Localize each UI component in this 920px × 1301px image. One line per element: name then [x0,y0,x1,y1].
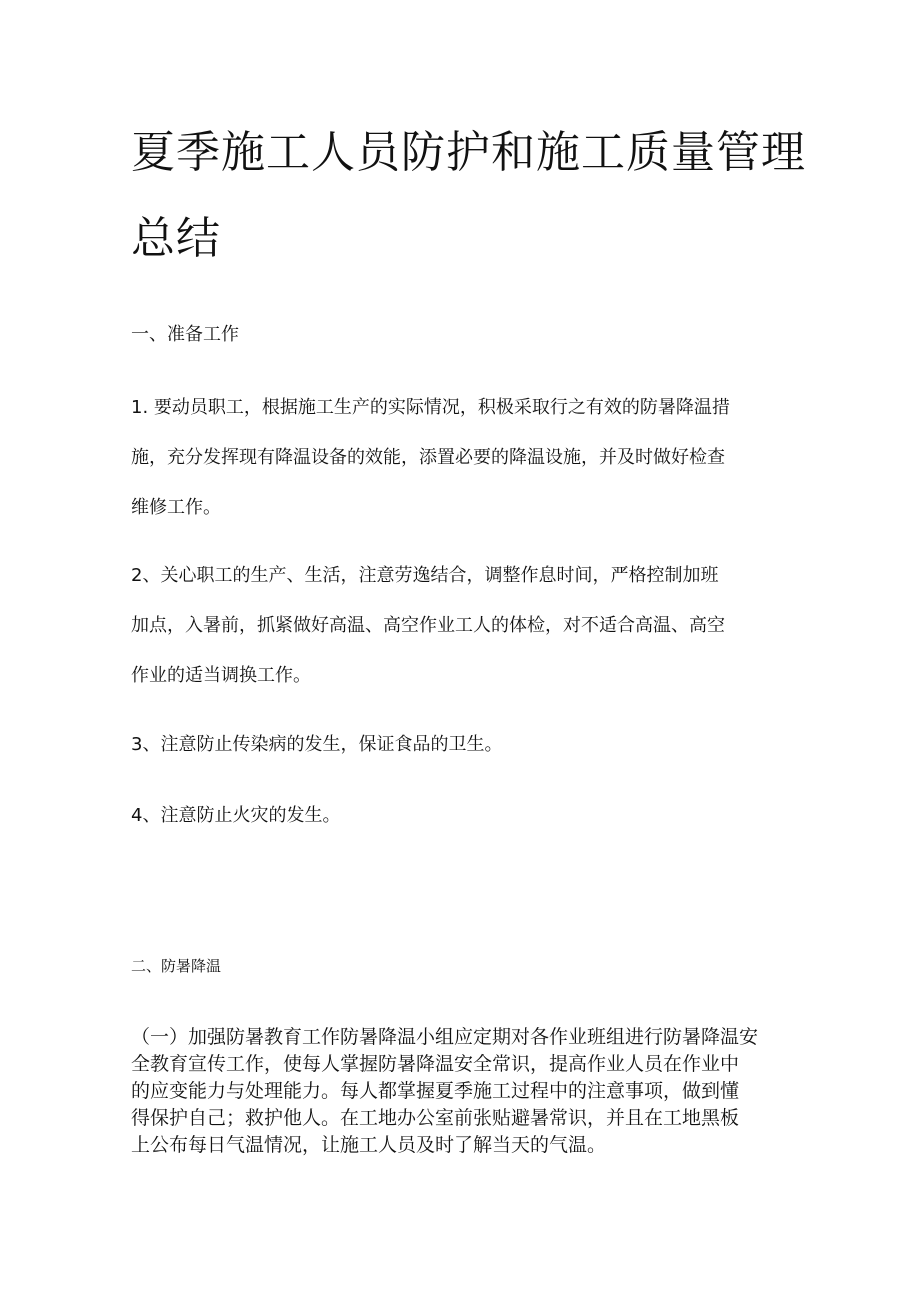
paragraph-line: 3、注意防止传染病的发生，保证食品的卫生。 [131,734,503,755]
paragraph-heat-education [131,1024,801,1159]
paragraph-line: 得保护自己；救护他人。在工地办公室前张贴避暑常识，并且在工地黑板 [131,1107,740,1129]
title-line: 夏季施工人员防护和施工质量管理 [131,127,806,178]
paragraph-line: 维修工作。 [131,497,221,518]
paragraph-line: （一）加强防暑教育工作防暑降温小组应定期对各作业班组进行防暑降温安 [131,1026,759,1048]
section-heading-heat-prevention: 二、防暑降温 [131,957,222,975]
paragraph-line: 4、注意防止火灾的发生。 [131,805,341,826]
document-title [131,110,806,282]
paragraph-line: 上公布每日气温情况，让施工人员及时了解当天的气温。 [131,1134,607,1156]
title-line: 总结 [131,213,221,264]
paragraph-item-2 [131,551,793,701]
paragraph-line: 的应变能力与处理能力。每人都掌握夏季施工过程中的注意事项，做到懂 [131,1080,740,1102]
paragraph-line: 1. 要动员职工，根据施工生产的实际情况，积极采取行之有效的防暑降温措 [131,397,730,418]
paragraph-line: 加点，入暑前，抓紧做好高温、高空作业工人的体检，对不适合高温、高空 [131,615,725,636]
paragraph-line: 施，充分发挥现有降温设备的效能，添置必要的降温设施，并及时做好检查 [131,447,725,468]
paragraph-item-3 [131,720,793,770]
paragraph-item-1 [131,383,793,533]
paragraph-line: 全教育宣传工作，使每人掌握防暑降温安全常识，提高作业人员在作业中 [131,1053,740,1075]
paragraph-line: 2、关心职工的生产、生活，注意劳逸结合，调整作息时间，严格控制加班 [131,565,719,586]
paragraph-line: 作业的适当调换工作。 [131,665,311,686]
section-heading-preparation: 一、准备工作 [131,324,239,345]
paragraph-item-4 [131,791,793,841]
